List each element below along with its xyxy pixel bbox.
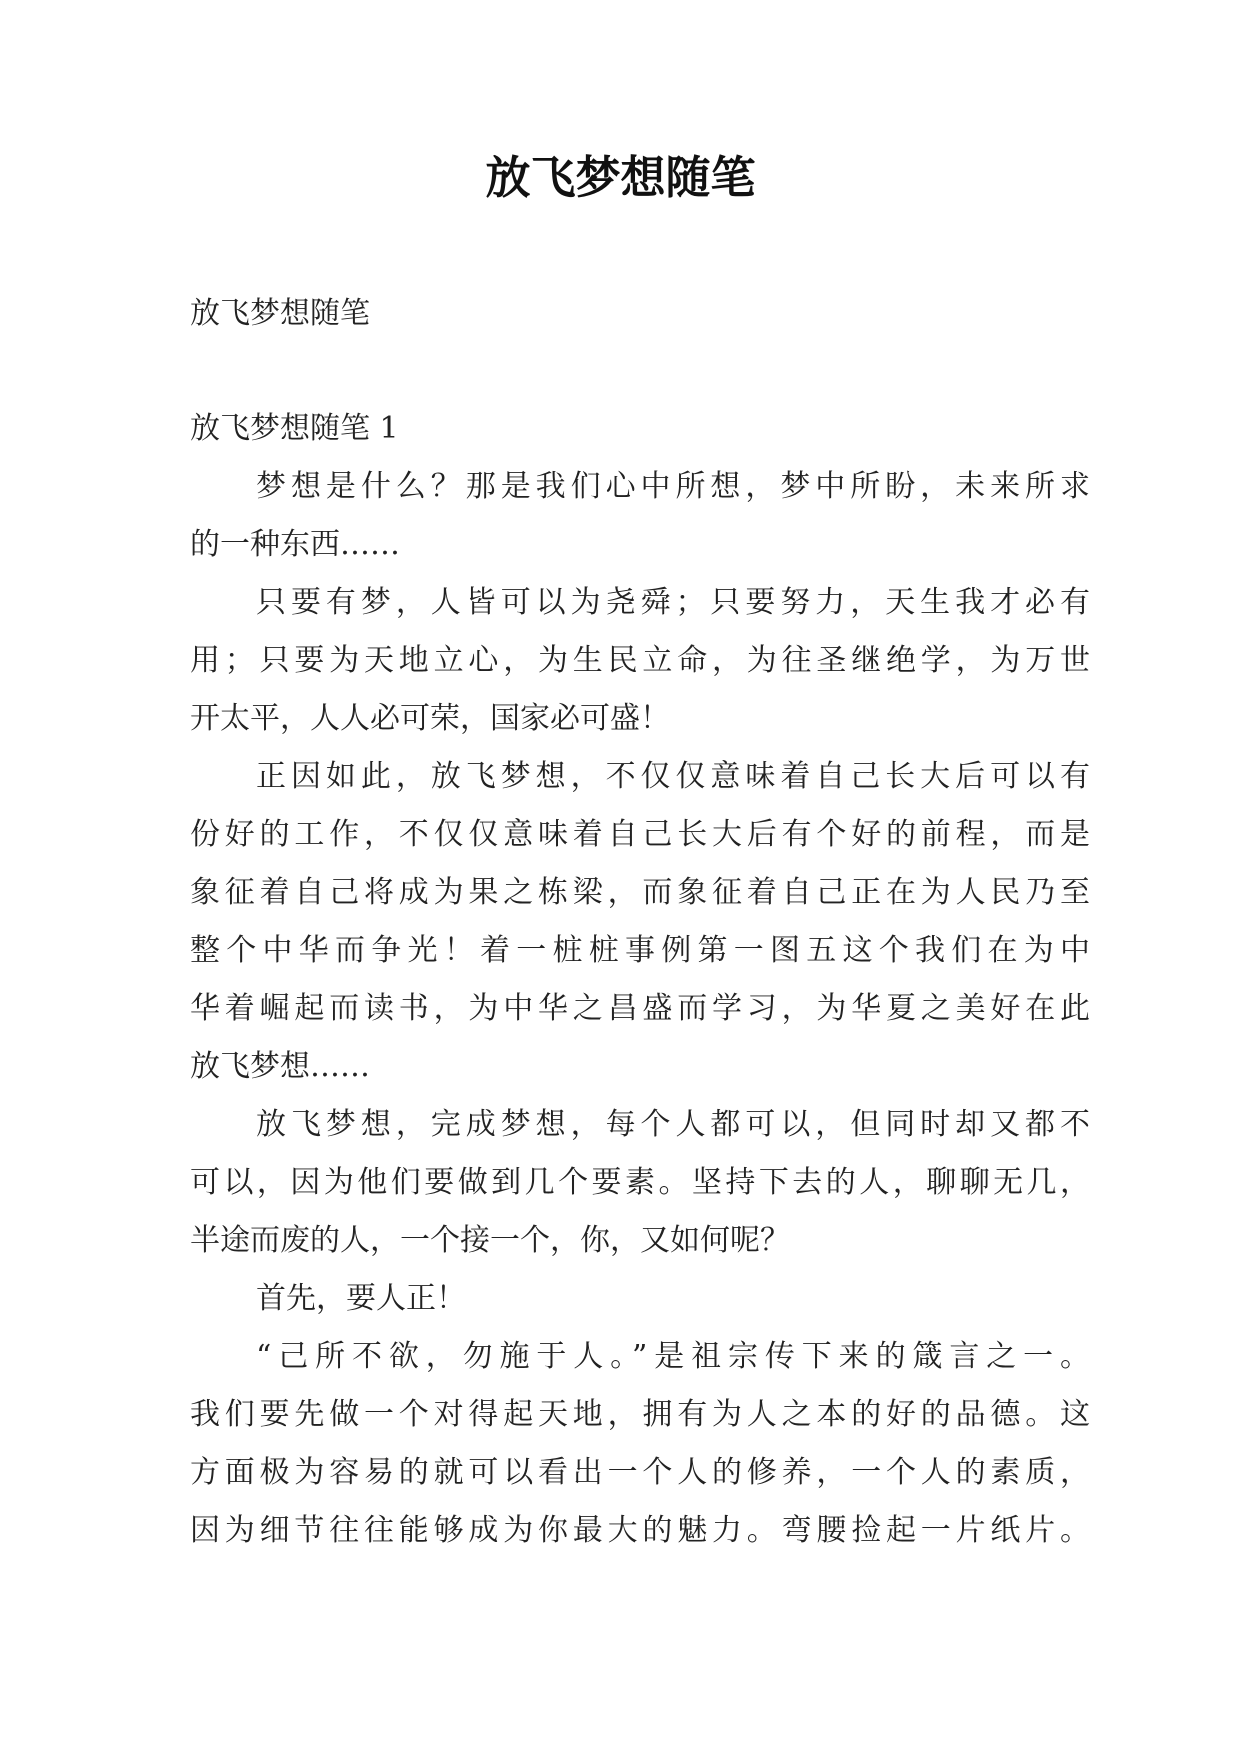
paragraph-line: 正因如此，放飞梦想，不仅仅意味着自己长大后可以有 [256,759,1090,794]
paragraph-line: 份好的工作，不仅仅意味着自己长大后有个好的前程，而是 [190,817,1090,852]
paragraph-line: 半途而废的人，一个接一个，你，又如何呢？ [190,1223,790,1258]
paragraph-line: 开太平，人人必可荣，国家必可盛！ [190,701,670,736]
section-heading: 放飞梦想随笔 1 [190,411,399,446]
paragraph-line: 因为细节往往能够成为你最大的魅力。弯腰捡起一片纸片。 [190,1513,1090,1548]
document-title: 放飞梦想随笔 [485,151,756,204]
paragraph-line: 放飞梦想…… [190,1049,370,1084]
paragraph-line: 整个中华而争光！着一桩桩事例第一图五这个我们在为中 [190,933,1090,968]
paragraph-line: 用；只要为天地立心，为生民立命，为往圣继绝学，为万世 [190,643,1090,678]
paragraph-line: 放飞梦想，完成梦想，每个人都可以，但同时却又都不 [256,1107,1090,1142]
paragraph-line: 华着崛起而读书，为中华之昌盛而学习，为华夏之美好在此 [190,991,1090,1026]
paragraph-line: 梦想是什么？那是我们心中所想，梦中所盼，未来所求 [256,469,1090,504]
paragraph-line: 方面极为容易的就可以看出一个人的修养，一个人的素质， [190,1455,1090,1490]
paragraph-line: 的一种东西…… [190,527,400,562]
paragraph-line: 可以，因为他们要做到几个要素。坚持下去的人，聊聊无几， [190,1165,1090,1200]
paragraph-line: 我们要先做一个对得起天地，拥有为人之本的好的品德。这 [190,1397,1090,1432]
document-subtitle: 放飞梦想随笔 [190,296,370,331]
paragraph-line: “己所不欲，勿施于人。”是祖宗传下来的箴言之一。 [256,1339,1090,1374]
paragraph-line: 象征着自己将成为果之栋梁，而象征着自己正在为人民乃至 [190,875,1090,910]
paragraph-line: 首先，要人正！ [256,1281,466,1316]
paragraph-line: 只要有梦，人皆可以为尧舜；只要努力，天生我才必有 [256,585,1090,620]
